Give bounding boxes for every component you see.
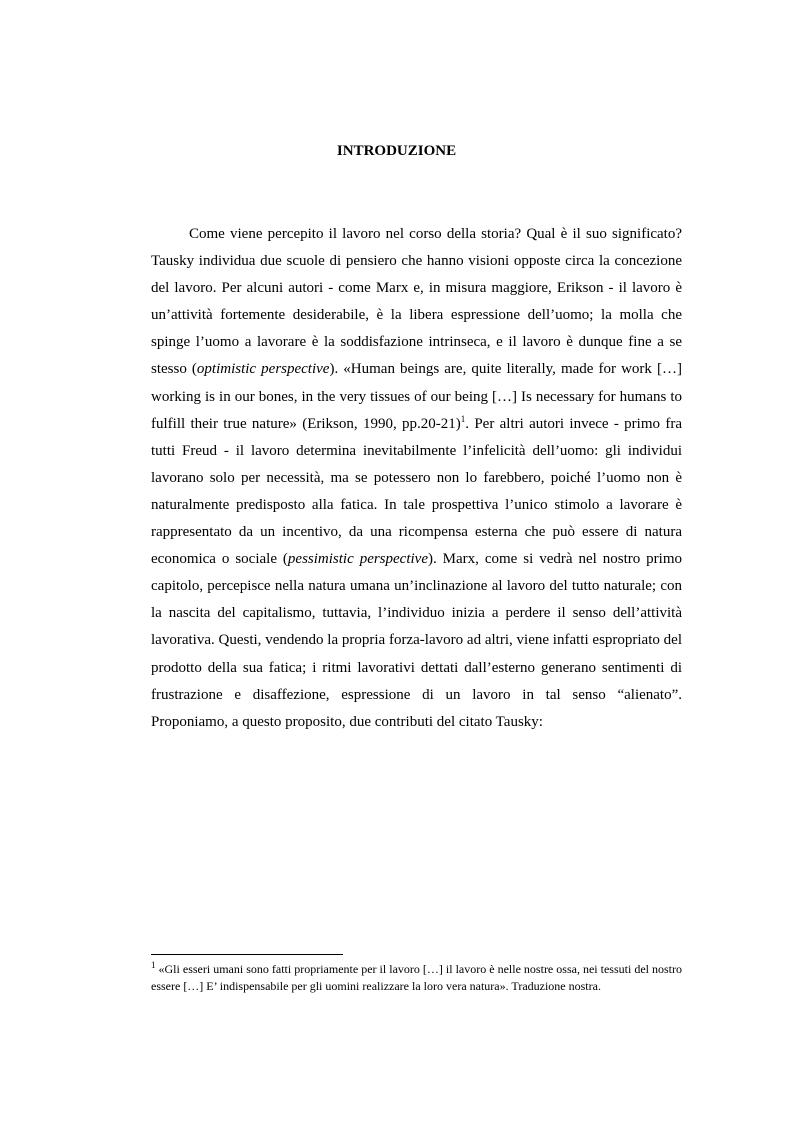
paragraph-text-1: Come viene percepito il lavoro nel corso della storia? Qual è il suo significato? Tausky individua due scuole di pensiero che hanno visioni opposte circa la concezione del lavoro. Per alcuni autori - come Marx e, in misura maggiore, Erikson - il lavoro è un’attività fortemente desiderabile, è la libera espressione dell’uomo; la molla che spinge l’uomo a lavorare è la soddisfazione intrinseca, e il lavoro è dunque fine a se stesso (	[151, 226, 682, 378]
footnote-divider	[151, 954, 343, 955]
term-optimistic-perspective: optimistic perspective	[196, 361, 330, 378]
page-title: INTRODUZIONE	[336, 143, 457, 159]
footnote	[151, 961, 682, 995]
footnote-number: 1	[151, 960, 156, 970]
paragraph-text-3: . Per altri autori invece - primo fra tutti Freud - il lavoro determina inevitabilmente l’infelicità dell’uomo: gli individui lavorano solo per necessità, ma se potessero non lo farebbero, poiché l’uomo non è naturalmente predisposto alla fatica. In tale prospettiva l’unico stimolo a lavorare è rappresentato da un incentivo, da una ricompensa esterna che può essere di natura economica o sociale (	[151, 415, 682, 568]
term-pessimistic-perspective: pessimistic perspective	[287, 551, 428, 568]
footnote-reference: 1	[460, 413, 466, 424]
paragraph-text-2: ). «Human beings are, quite literally, made for work […] working is in our bones, in the very tissues of our being […] Is necessary for humans to fulfill their true nature» (Erikson, 1990, pp.20-21)	[151, 361, 682, 432]
footnote-text: «Gli esseri umani sono fatti propriamente per il lavoro […] il lavoro è nelle nostre ossa, nei tessuti del nostro essere […] E’ indispensabile per gli uomini realizzare la loro vera natura». Traduzione nostra.	[151, 962, 682, 993]
intro-paragraph	[151, 221, 682, 736]
paragraph-text-4: ). Marx, come si vedrà nel nostro primo capitolo, percepisce nella natura umana un’inclinazione al lavoro del tutto naturale; con la nascita del capitalismo, tuttavia, l’individuo inizia a perdere il senso dell’attività lavorativa. Questi, vendendo la propria forza-lavoro ad altri, viene infatti espropriato del prodotto della sua fatica; i ritmi lavorativi dettati dall’esterno generano sentimenti di frustrazione e disaffezione, espressione di un lavoro in tal senso “alienato”. Proponiamo, a questo proposito, due contributi del citato Tausky:	[151, 551, 682, 730]
